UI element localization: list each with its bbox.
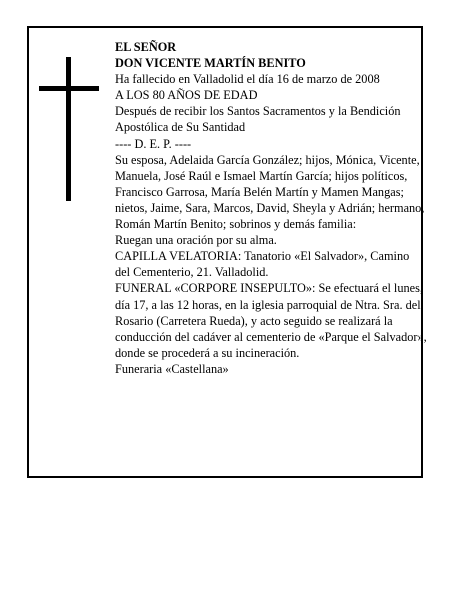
cross-icon (39, 57, 99, 201)
sacraments-statement: Después de recibir los Santos Sacramentos y la Bendición Apostólica de Su Santidad (115, 104, 401, 135)
obituary-notice (27, 26, 427, 478)
deceased-name: DON VICENTE MARTÍN BENITO (115, 56, 306, 71)
dep-line: ---- D. E. P. ---- (115, 136, 192, 151)
family-list: Su esposa, Adelaida García González; hijos, Mónica, Vicente, Manuela, José Raúl e Ismael Martín García; hijos políticos, Francisco Garrosa, María Belén Martín y Mamen Mangas; nietos, Jaime, Sara, Marcos, David, Sheyla y Adrián; hermano, Román Martín Benito; sobrinos y demás familia: (115, 152, 425, 232)
funeral-home: Funeraria «Castellana» (115, 361, 229, 376)
death-statement: Ha fallecido en Valladolid el día 16 de marzo de 2008 (115, 72, 380, 87)
cross-horizontal-bar (39, 86, 99, 91)
obituary-text (115, 39, 427, 377)
age-statement: A LOS 80 AÑOS DE EDAD (115, 88, 258, 103)
funeral-info: FUNERAL «CORPORE INSEPULTO»: Se efectuará el lunes, día 17, a las 12 horas, en la iglesia parroquial de Ntra. Sra. del Rosario (Carretera Rueda), y acto seguido se realizará la conducción del cadáver al cementerio de «Parque el Salvador», donde se procederá a su incineración. (115, 281, 427, 360)
chapel-info: CAPILLA VELATORIA: Tanatorio «El Salvador», Camino del Cementerio, 21. Valladolid. (115, 249, 410, 280)
prayer-request: Ruegan una oración por su alma. (115, 233, 277, 248)
notice-title: EL SEÑOR (115, 40, 177, 54)
cross-vertical-bar (66, 57, 71, 201)
